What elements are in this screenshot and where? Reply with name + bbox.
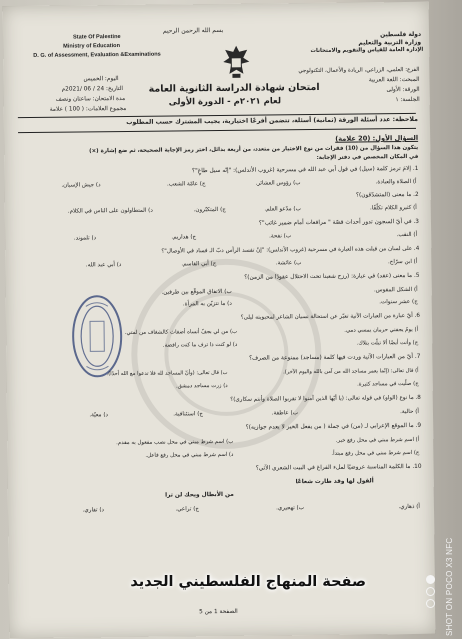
q1-item5-question: 5. ما معنى (عقد) في عبارة: (رزح شعبنا تحت الاحتلال عقودًا من الزمن)؟ [244, 272, 420, 281]
camera-caption: SHOT ON POCO X3 NFC [445, 537, 454, 636]
q1-item10-option-a: أ) ذهاري. [398, 503, 420, 511]
q1-item1-option-a: أ) الصلاة والعبادة. [375, 178, 417, 186]
q1-intro-line1: يتكون هذا السؤال من (10) فقرات من نوع الاختيار من متعدد، من أربعة بدائل، اختر رمز الإجابة الصحيحة، ثم ضع إشارة (×) [89, 144, 419, 155]
note-divider [18, 128, 416, 133]
camera-dot-icon [426, 599, 435, 608]
q1-item5-option-a: أ) الشكل المقوس. [373, 286, 418, 294]
q1-item10-option-b: ب) تهجيري. [276, 505, 305, 512]
header-en-ministry: Ministry of Education [63, 43, 121, 50]
q1-item6-option-a: أ) يومٌ يجفني حرمان يمسي دمي. [344, 326, 419, 334]
q1-item2-option-a: أ) كثيرو الكلام تكلّفًا. [369, 204, 417, 212]
q1-item10-option-c: ج) تراعي. [175, 506, 200, 513]
q1-item2-option-b: ب) مدّعو العلم. [264, 206, 301, 213]
q1-item6-question: 6. أيّ عبارة من العبارات الآتية تعبّر عن استحالة نسيان الشاعر لمحبوبته ليلى؟ [240, 312, 420, 321]
q1-item8-option-d: د) معيّة. [89, 412, 109, 419]
exam-subject: المبحث: اللغة العربية [368, 76, 420, 84]
header-en-state: State Of Palestine [73, 34, 121, 41]
q1-item4-option-c: ج) أبي القاسم. [181, 261, 217, 268]
q1-intro-line2: في المكان المخصص في دفتر الإجابة: [316, 153, 419, 161]
q1-item10-verse2: من الأبطال ويحك لن ترا [165, 491, 234, 499]
basmala: بسم الله الرحمن الرحيم [162, 26, 224, 35]
q1-item3-question: 3. في أيّ السجون تدور أحداث قصّة " مرافعات أمام ضمير غائب"؟ [258, 218, 420, 227]
exam-total-marks: مجموع العلامات: ( 100 ) علامة [49, 105, 127, 113]
exam-paper-number: الورقة: الأولى [386, 86, 420, 94]
exam-stream: الفرع: العلمي، الزراعي، الريادة والأعمال، التكنولوجي [298, 66, 420, 75]
q1-item3-option-c: ج) هداريم. [171, 234, 197, 241]
camera-dot-filled-icon [426, 575, 435, 584]
exam-title: امتحان شهادة الدراسة الثانوية العامة [148, 81, 320, 95]
q1-item9-option-a: أ) اسم شرط مبني في محل رفع خبر. [335, 436, 420, 444]
header-ar-ministry: وزارة التربية والتعليم [358, 38, 422, 47]
q1-item6-option-b: ب) من لي بجفّ أنساه أضغاث كالشغاف من لمتي. [124, 328, 238, 336]
q1-item4-option-a: أ) ابن سرّاج. [387, 258, 418, 266]
q1-item2-option-d: د) المتطاولون على الناس في الكلام. [67, 207, 153, 215]
q1-item7-option-a: أ) قال تعالى: (إنّما يعمر مساجد الله من آمن بالله واليوم الآخر). [283, 367, 419, 376]
eagle-emblem-icon [221, 44, 251, 80]
q1-item3-option-b: ب) نفحة. [269, 233, 292, 240]
camera-dot-icon [426, 587, 435, 596]
q1-item10-verse1: ألقول لها وقد طارت شعاعًا [295, 478, 374, 486]
q1-item7-option-c: ج) صلّيت في مساجد كثيرة. [357, 380, 419, 388]
page-number: الصفحة 1 من 5 [199, 608, 238, 616]
q1-item7-option-b: ب) قال تعالى: (وأنّ المساجد لله فلا تدعوا مع الله أحدًا). [106, 369, 228, 378]
exam-paper [3, 2, 436, 638]
q1-item8-option-a: أ) حالية. [400, 408, 420, 416]
exam-year: لعام ٢٠٢١م - الدورة الأولى [168, 96, 282, 108]
q1-item8-question: 8. ما نوع (الواو) في قوله تعالى: (يا أيّها الذين آمنوا لا تقربوا الصلاة وأنتم سكارى)؟ [230, 394, 421, 403]
q1-item1-option-c: ج) عامّة الشعب. [166, 181, 206, 188]
q1-item2-option-c: ج) المتكبّرون. [193, 206, 226, 214]
q1-item10-question: 10. ما الكلمة المناسبة عروضيًا لملء الفراغ في البيت الشعري الآتي؟ [255, 463, 422, 472]
q1-item9-option-d: د) اسم شرط مبني في محل رفع فاعل. [145, 451, 234, 459]
q1-item5-option-b: ب) الاتفاق الموقّع بين طرفين. [161, 288, 232, 296]
header-en-directorate: D. G. of Assessment, Evaluation &Examinations [33, 51, 161, 59]
q1-item10-option-d: د) تفاري. [82, 507, 105, 514]
q1-item6-option-c: ج) وأنت أيضًا ألا تبلّت بتلاك. [356, 339, 419, 347]
official-stamp-icon [68, 291, 127, 382]
q1-item5-option-d: د) ما تتزيّن به المرأة. [182, 300, 232, 308]
q1-title: السؤال الأول: (20 علامة) [335, 133, 419, 143]
q1-item3-option-a: أ) النقب. [396, 231, 418, 239]
camera-dots [424, 575, 438, 611]
q1-item6-option-d: د) لو كنت ذا ترف ما كنت رافضة. [162, 341, 238, 349]
q1-item9-option-b: ب) اسم شرط مبني في محل نصب مفعول به مقدم. [116, 438, 234, 447]
q1-item4-question: 4. على لسان من قيلت هذه العبارة في مسرحية (غروب الأندلس): "إنّ تفسد الرأس دبّ الـ فساد في الأوصال"؟ [161, 245, 420, 255]
q1-item2-question: 2. ما معنى (المتشدّقون)؟ [355, 191, 419, 199]
q1-item4-option-b: ب) عائشة. [275, 260, 302, 267]
q1-item1-question: 1. إلامَ ترمز كلمة (سيل) في قول أبي عبد الله في مسرحية (غروب الأندلس): "إنّه سيل طاغٍ"؟ [192, 165, 419, 175]
watermark-caption: صفحة المنهاج الفلسطيني الجديد [130, 574, 366, 590]
q1-item7-question: 7. أيّ من العبارات الآتية وردت فيها كلمة (مساجد) ممنوعة من الصرف؟ [249, 353, 421, 362]
q1-item8-option-c: ج) استئنافية. [173, 411, 204, 418]
exam-duration: مدة الامتحان: ساعتان ونصف [55, 95, 126, 103]
exam-day: اليوم: الخميس [83, 76, 119, 83]
q1-item7-option-d: د) زرت مساجد دمشق. [175, 382, 228, 390]
exam-date: التاريخ: 24 / 06 /2021م [61, 85, 124, 93]
q1-item8-option-b: ب) عاطفة. [271, 410, 299, 417]
q1-item5-option-c: ج) عشر سنوات. [379, 298, 418, 306]
header-ar-state: دولة فلسطين [380, 30, 422, 39]
q1-item4-option-d: د) أبي عبد الله. [85, 262, 122, 269]
q1-item1-option-d: د) جيش الإسبان. [61, 182, 101, 189]
exam-note: ملاحظة: عدد أسئلة الورقة (ثمانية) أسئلة، تتضمن أفرعًا اختيارية، يجيب المشترك حسب المطلوب [126, 115, 418, 126]
q1-item9-option-c: ج) اسم شرط مبني في محل رفع مبتدأ. [331, 449, 420, 457]
q1-item9-question: 9. ما الموقع الإعرابي لـ (من) في جملة ( من يفعل الخير لا يعدم جوازيه)؟ [245, 422, 422, 431]
header-ar-directorate: الإدارة العامة للقياس والتقويم والامتحانات [310, 46, 424, 55]
exam-session: الجلسة: ١ [395, 96, 420, 104]
q1-item3-option-d: د) تلموند. [73, 235, 97, 242]
q1-item1-option-b: ب) رؤوس العشائر. [255, 180, 301, 187]
